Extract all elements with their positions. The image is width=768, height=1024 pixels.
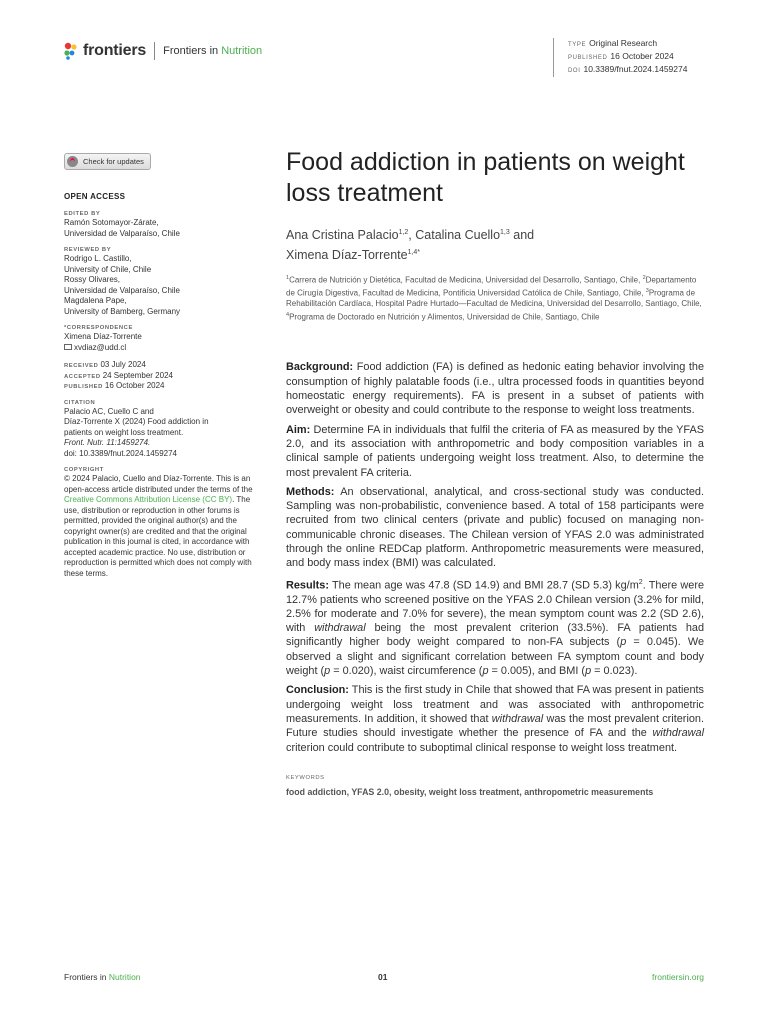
copyright-text-post: . The use, distribution or reproduction in other forums is permitted, provided the original author(s) and the copyright owner(s) are credited and that the original publication in this journal is cited, in accordance with accepted academic practice. No use, distribution or reproduction is permitted which does not comply with these terms. [64,495,252,578]
meta-published-label: PUBLISHED [568,55,608,61]
logo-divider [154,42,155,60]
journal-prefix: Frontiers in [163,45,222,57]
reviewer-name: Rossy Olivares, [64,275,121,284]
cc-license-link[interactable]: Creative Commons Attribution License (CC BY) [64,495,233,504]
article-title: Food addiction in patients on weight loss treatment [286,148,685,207]
frontiers-logo-icon [63,42,79,60]
check-updates-button[interactable] [64,153,151,170]
citation-label: CITATION [64,399,96,406]
italic-term: withdrawal [314,622,366,635]
abstract-text: criterion could contribute to suboptimal clinical response to weight loss treatment. [286,741,678,754]
copyright [64,466,259,579]
reviewer-affiliation: University of Chile, Chile [64,264,152,274]
dates [64,360,259,392]
citation-line: doi: 10.3389/fnut.2024.1459274 [64,448,177,458]
meta-published [568,51,687,64]
abstract-heading: Methods: [286,485,335,498]
reviewer-name: Rodrigo L. Castillo, [64,254,132,263]
edited-by [64,210,259,239]
page-number: 01 [378,972,388,982]
abstract-heading: Conclusion: [286,684,349,697]
copyright-text [64,474,259,579]
accepted-date [64,371,259,382]
p-value-symbol: p [620,636,627,649]
affil-text: Programa de Doctorado en Nutrición y Alimentos, Universidad de Chile, Santiago, Chile [289,312,600,322]
meta-type-label: TYPE [568,42,587,48]
citation-line: Palacio AC, Cuello C and [64,406,154,416]
published-value: 16 October 2024 [104,381,165,390]
reviewed-by-label: REVIEWED BY [64,247,112,253]
reviewer-affiliation: Universidad de Valparaíso, Chile [64,285,180,295]
author-separator: and [509,228,535,243]
frontiers-logo[interactable] [63,42,262,60]
footer-journal-name: Nutrition [108,972,141,982]
journal-name [163,45,262,57]
author-name[interactable]: Catalina Cuello [415,228,501,243]
footer-site-link[interactable]: frontiersin.org [652,972,704,982]
editor-name: Ramón Sotomayor-Zárate, [64,218,159,227]
abstract-aim [286,423,704,480]
published-date [64,381,259,392]
abstract-conclusion [286,683,704,754]
author-name[interactable]: Ximena Díaz-Torrente [286,248,408,263]
footer-journal [64,972,141,982]
abstract-text: An observational, analytical, and cross-sectional study was conducted. Sampling was non-probabilistic, convenience based. A total of 158 participants were recruited from two clinical centers (private and public) focused on managing non-communicable chronic diseases. The Chilean version of YFAS 2.0 was administrated through the online REDCap platform. Anthropometric measurements were measured, and body mass index (BMI) was calculated. [286,485,704,570]
meta-type [568,38,687,51]
p-value-symbol: p [585,665,592,678]
correspondence-name: Ximena Díaz-Torrente [64,332,142,341]
meta-doi[interactable] [568,64,687,77]
keywords-label: KEYWORDS [286,774,325,781]
abstract-text: being the most prevalent criterion (33.5%). FA patients had significantly higher body weight compared to non-FA subjects ( [286,622,704,649]
abstract-text: = 0.020), waist circumference ( [330,665,483,678]
accepted-value: 24 September 2024 [102,370,173,380]
journal-name-accent: Nutrition [221,45,263,57]
abstract-text: was the most prevalent criterion. Future studies should investigate whether the presence of FA and the [286,712,704,740]
article-meta [553,38,687,77]
affil-sup: 1 [286,275,290,282]
p-value-symbol: p [482,665,489,678]
abstract-text: Food addiction (FA) is defined as hedonic eating behavior involving the consumption of highly palatable foods (i.e., ultra processed foods in quantities beyond homeostatic energy requirements). FA is present in a subset of patients with overweight or obesity and could contribute to the response to weight loss treatments. [286,361,704,417]
citation-line: patients on weight loss treatment. [64,427,184,437]
abstract-heading: Background: [286,361,354,374]
edited-by-label: EDITED BY [64,211,101,217]
reviewer-affiliation: University of Bamberg, Germany [64,306,181,316]
author-affil-sup: 1,2 [398,229,409,236]
abstract-results [286,576,704,679]
abstract-text: Determine FA in individuals that fulfil the criteria of FA as measured by the YFAS 2.0, and its association with anthropometric and body composition variables in a clinical sample of patients undergoing weight loss treatment. Also, to determine the most prevalent FA criteria. [286,423,704,479]
italic-term: withdrawal [652,727,704,740]
copyright-text-pre: © 2024 Palacio, Cuello and Díaz-Torrente. This is an open-access article distributed under the terms of the [64,474,253,494]
meta-doi-label: DOI [568,68,581,74]
correspondence [64,324,259,353]
correspondence-email-row[interactable] [64,343,259,354]
author-separator: , [408,228,416,243]
author-affil-sup: 1,3 [500,229,510,236]
abstract-text: . There were 12.7% patients who screened positive on the YFAS 2.0 Chilean version (3.2% for mild, 2.5% for moderate and 7.0% for severe), the mean symptom count was 2.2 (SD 2.6), with [286,579,705,635]
citation [64,399,259,460]
abstract-text: This is the first study in Chile that showed that FA was present in patients undergoing weight loss treatment and was associated with anthropometric measurements. In addition, it showed that [286,684,704,725]
abstract-text: = 0.005), and BMI ( [488,665,586,678]
affil-sup: 4 [286,311,290,318]
abstract-background [286,360,704,417]
published-label: PUBLISHED [64,384,103,390]
meta-published-value: 16 October 2024 [610,51,674,61]
superscript: 2 [638,578,643,586]
reviewer-name: Magdalena Pape, [64,296,127,305]
correspondence-label: *CORRESPONDENCE [64,325,133,331]
keywords: food addiction, YFAS 2.0, obesity, weight loss treatment, anthropometric measurements [286,786,654,797]
affil-text: Departamento de Cirugía Digestiva, Facultad de Medicina, Pontificia Universidad Católica de Chile, Santiago, Chile, [286,275,697,298]
affil-sup: 3 [645,288,649,295]
abstract-heading: Results: [286,579,329,592]
abstract-text: The mean age was 47.8 (SD 14.9) and BMI 28.7 (SD 5.3) kg/m [328,579,639,592]
author-list [286,224,704,264]
affil-sup: 2 [642,275,646,282]
check-updates-icon [67,156,78,167]
received-date [64,360,259,371]
sidebar [64,153,259,586]
accepted-label: ACCEPTED [64,373,101,380]
received-label: RECEIVED [64,363,99,369]
citation-line: Díaz-Torrente X (2024) Food addiction in [64,417,209,426]
reviewed-by [64,246,259,317]
affil-text: Carrera de Nutrición y Dietética, Facultad de Medicina, Universidad del Desarrollo, Santiago, Chile, [289,275,643,285]
meta-type-value: Original Research [589,38,658,48]
brand-name: frontiers [83,42,147,59]
received-value: 03 July 2024 [100,360,146,369]
abstract-text: = 0.023). [591,665,638,678]
p-value-symbol: p [324,665,331,678]
footer-journal-prefix: Frontiers in [64,972,109,982]
abstract-text: = 0.045). We observed a slight and significant correlation between FA symptom count and body weight ( [286,636,704,678]
italic-term: withdrawal [491,712,544,725]
author-name[interactable]: Ana Cristina Palacio [286,228,399,243]
abstract-heading: Aim: [286,423,311,436]
editor-affiliation: Universidad de Valparaíso, Chile [64,228,180,238]
affiliations [286,273,704,322]
meta-doi-value[interactable]: 10.3389/fnut.2024.1459274 [583,64,688,74]
abstract-methods [286,485,704,571]
author-affil-sup: 1,4* [407,249,421,257]
email-icon [64,344,72,350]
affil-text: Programa de Rehabilitación Cardíaca, Hospital Padre Hurtado—Facultad de Medicina, Universidad del Desarrollo, Santiago, Chile, [286,288,702,309]
article-main [286,147,704,798]
open-access-label: OPEN ACCESS [64,192,126,201]
citation-line: Front. Nutr. 11:1459274. [64,438,151,447]
copyright-label: COPYRIGHT [64,467,104,473]
correspondence-email[interactable]: xvdiaz@udd.cl [74,342,127,352]
check-updates-label: Check for updates [83,157,144,166]
